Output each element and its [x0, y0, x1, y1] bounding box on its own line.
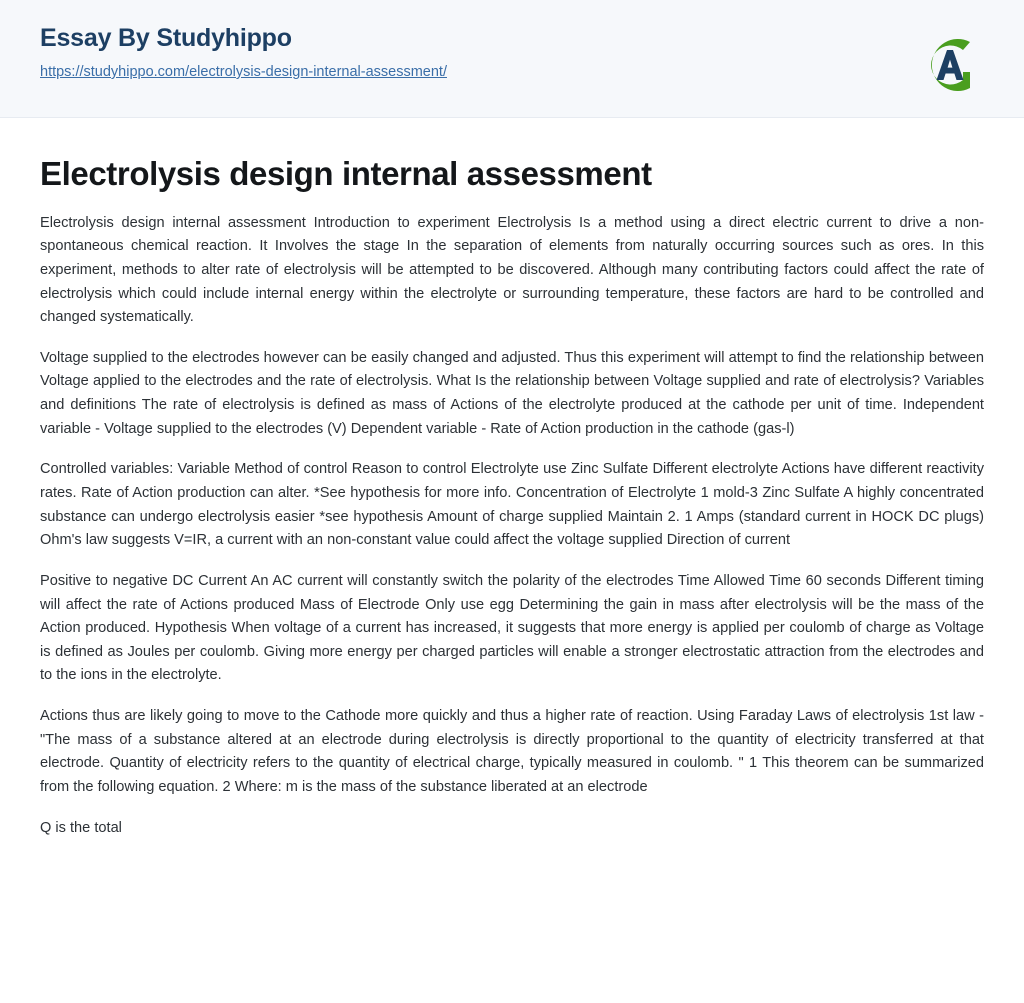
studyhippo-a-logo [910, 28, 984, 102]
paragraph: Voltage supplied to the electrodes however can be easily changed and adjusted. Thus this experiment will attempt to find the relationship between Voltage applied to the electrodes and the rate of electrolysis. What Is the relationship between Voltage supplied and rate of electrolysis? Variables and definitions The rate of electrolysis is defined as mass of Actions of the electrolyte produced at the cathode per unit of time. Independent variable - Voltage supplied to the electrodes (V) Dependent variable - Rate of Action production in the cathode (gas-l) [40, 349, 984, 437]
site-brand-title: Essay By Studyhippo [40, 24, 292, 52]
paragraph: Electrolysis design internal assessment Introduction to experiment Electrolysis Is a method using a direct electric current to drive a non-spontaneous chemical reaction. It Involves the stage In the separation of elements from naturally occurring sources such as ores. In this experiment, methods to alter rate of electrolysis will be attempted to be discovered. Although many contributing factors could affect the rate of electrolysis which could include internal energy within the electrolyte or surrounding temperature, these factors are hard to be controlled and changed systematically. [40, 214, 984, 326]
paragraph: Positive to negative DC Current An AC current will constantly switch the polarity of the electrodes Time Allowed Time 60 seconds Different timing will affect the rate of Actions produced Mass of Electrode Only use egg Determining the gain in mass after electrolysis will be the mass of the Action produced. Hypothesis When voltage of a current has increased, it suggests that more energy is applied per coulomb of charge as Voltage is defined as Joules per coulomb. Giving more energy per charged particles will enable a stronger electrostatic attraction from the electrodes and to the ions in the electrolyte. [40, 572, 984, 684]
site-header [0, 0, 1024, 118]
article-body [0, 118, 1024, 880]
page-title: Electrolysis design internal assessment [40, 155, 652, 192]
article-source-link[interactable]: https://studyhippo.com/electrolysis-design-internal-assessment/ [40, 64, 447, 80]
brand-block [40, 26, 447, 80]
paragraph: Controlled variables: Variable Method of control Reason to control Electrolyte use Zinc Sulfate Different electrolyte Actions have different reactivity rates. Rate of Action production can alter. *See hypothesis for more info. Concentration of Electrolyte 1 mold-3 Zinc Sulfate A highly concentrated substance can undergo electrolysis easier *see hypothesis Amount of charge supplied Maintain 2. 1 Amps (standard current in HOCK DC plugs) Ohm's law suggests V=IR, a current with an non-constant value could affect the voltage supplied Direction of current [40, 461, 984, 549]
paragraph: Actions thus are likely going to move to the Cathode more quickly and thus a higher rate of reaction. Using Faraday Laws of electrolysis 1st law - "The mass of a substance altered at an electrode during electrolysis is directly proportional to the quantity of electricity transferred at that electrode. Quantity of electricity refers to the quantity of electrical charge, typically measured in coulomb. " 1 This theorem can be summarized from the following equation. 2 Where: m is the mass of the substance liberated at an electrode [40, 708, 984, 796]
paragraph: Q is the total [40, 819, 122, 836]
